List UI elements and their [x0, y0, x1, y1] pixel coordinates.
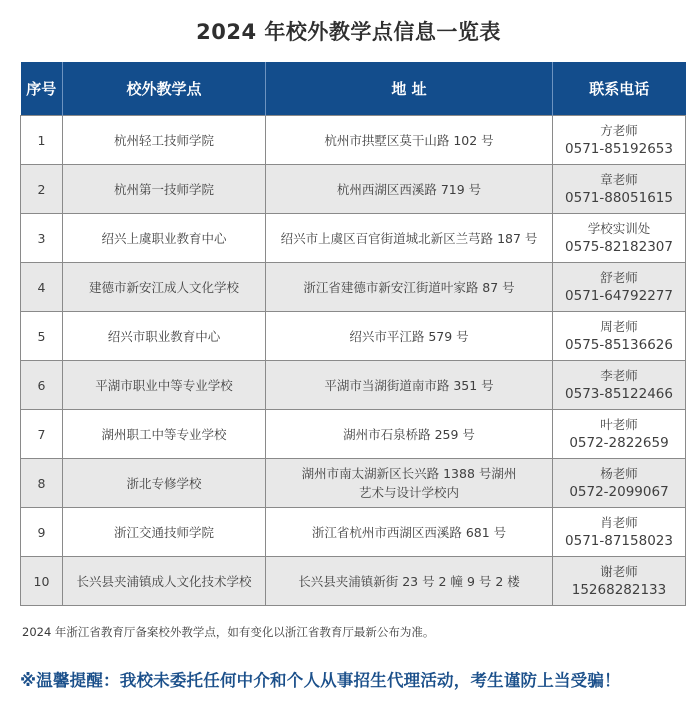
cell-site-name: 浙北专修学校 [63, 459, 266, 508]
contact-name: 舒老师 [600, 270, 638, 285]
footnote: 2024 年浙江省教育厅备案校外教学点，如有变化以浙江省教育厅最新公布为准。 [22, 625, 435, 639]
header-site-name: 校外教学点 [63, 62, 266, 116]
table-row [21, 410, 686, 459]
contact-name: 谢老师 [600, 564, 638, 579]
table-row [21, 263, 686, 312]
cell-address: 绍兴市平江路 579 号 [266, 312, 553, 361]
cell-no: 9 [21, 508, 63, 557]
contact-phone: 0572-2099067 [569, 484, 669, 500]
cell-contact [553, 508, 686, 557]
cell-address: 湖州市石泉桥路 259 号 [266, 410, 553, 459]
cell-site-name: 绍兴上虞职业教育中心 [63, 214, 266, 263]
cell-contact [553, 165, 686, 214]
cell-address: 平湖市当湖街道南市路 351 号 [266, 361, 553, 410]
cell-no: 5 [21, 312, 63, 361]
contact-name: 章老师 [600, 172, 638, 187]
cell-address: 杭州市拱墅区莫干山路 102 号 [266, 116, 553, 165]
contact-phone: 0573-85122466 [565, 386, 673, 402]
cell-address: 绍兴市上虞区百官街道城北新区兰芎路 187 号 [266, 214, 553, 263]
cell-contact [553, 116, 686, 165]
table-row [21, 214, 686, 263]
cell-address: 浙江省建德市新安江街道叶家路 87 号 [266, 263, 553, 312]
contact-phone: 15268282133 [571, 582, 667, 598]
contact-phone: 0571-64792277 [565, 288, 673, 304]
warning-notice: ※温馨提醒：我校未委托任何中介和个人从事招生代理活动，考生谨防上当受骗！ [20, 671, 621, 690]
table-row [21, 116, 686, 165]
cell-contact [553, 263, 686, 312]
table-row [21, 312, 686, 361]
contact-name: 周老师 [600, 319, 638, 334]
cell-no: 1 [21, 116, 63, 165]
address-line-2: 艺术与设计学校内 [358, 485, 459, 500]
cell-address [266, 459, 553, 508]
cell-site-name: 长兴县夹浦镇成人文化技术学校 [63, 557, 266, 606]
table-row [21, 165, 686, 214]
cell-site-name: 杭州第一技师学院 [63, 165, 266, 214]
cell-no: 10 [21, 557, 63, 606]
cell-site-name: 平湖市职业中等专业学校 [63, 361, 266, 410]
cell-no: 2 [21, 165, 63, 214]
page-title: 2024 年校外教学点信息一览表 [196, 20, 501, 44]
table-header-row [21, 62, 686, 116]
cell-contact [553, 214, 686, 263]
table-row [21, 557, 686, 606]
cell-no: 4 [21, 263, 63, 312]
cell-site-name: 绍兴市职业教育中心 [63, 312, 266, 361]
cell-no: 3 [21, 214, 63, 263]
contact-phone: 0571-88051615 [565, 190, 673, 206]
table-row [21, 361, 686, 410]
cell-site-name: 杭州轻工技师学院 [63, 116, 266, 165]
contact-name: 方老师 [600, 123, 638, 138]
contact-phone: 0575-85136626 [565, 337, 673, 353]
contact-phone: 0571-85192653 [565, 141, 673, 157]
contact-phone: 0571-87158023 [565, 533, 673, 549]
cell-site-name: 建德市新安江成人文化学校 [63, 263, 266, 312]
cell-site-name: 浙江交通技师学院 [63, 508, 266, 557]
cell-address: 长兴县夹浦镇新街 23 号 2 幢 9 号 2 楼 [266, 557, 553, 606]
header-phone: 联系电话 [553, 62, 686, 116]
teaching-sites-table [20, 62, 686, 606]
table-row [21, 508, 686, 557]
table-row [21, 459, 686, 508]
header-address: 地 址 [266, 62, 553, 116]
cell-contact [553, 312, 686, 361]
cell-no: 7 [21, 410, 63, 459]
address-line-1: 湖州市南太湖新区长兴路 1388 号湖州 [301, 466, 517, 481]
contact-name: 学校实训处 [587, 221, 651, 236]
cell-contact [553, 361, 686, 410]
contact-phone: 0572-2822659 [569, 435, 669, 451]
cell-no: 6 [21, 361, 63, 410]
cell-contact [553, 557, 686, 606]
cell-no: 8 [21, 459, 63, 508]
contact-name: 李老师 [600, 368, 638, 383]
cell-contact [553, 459, 686, 508]
cell-address: 杭州西湖区西溪路 719 号 [266, 165, 553, 214]
contact-phone: 0575-82182307 [565, 239, 673, 255]
contact-name: 肖老师 [600, 515, 638, 530]
contact-name: 杨老师 [600, 466, 638, 481]
contact-name: 叶老师 [600, 417, 638, 432]
cell-site-name: 湖州职工中等专业学校 [63, 410, 266, 459]
cell-address: 浙江省杭州市西湖区西溪路 681 号 [266, 508, 553, 557]
cell-contact [553, 410, 686, 459]
header-no: 序号 [21, 62, 63, 116]
